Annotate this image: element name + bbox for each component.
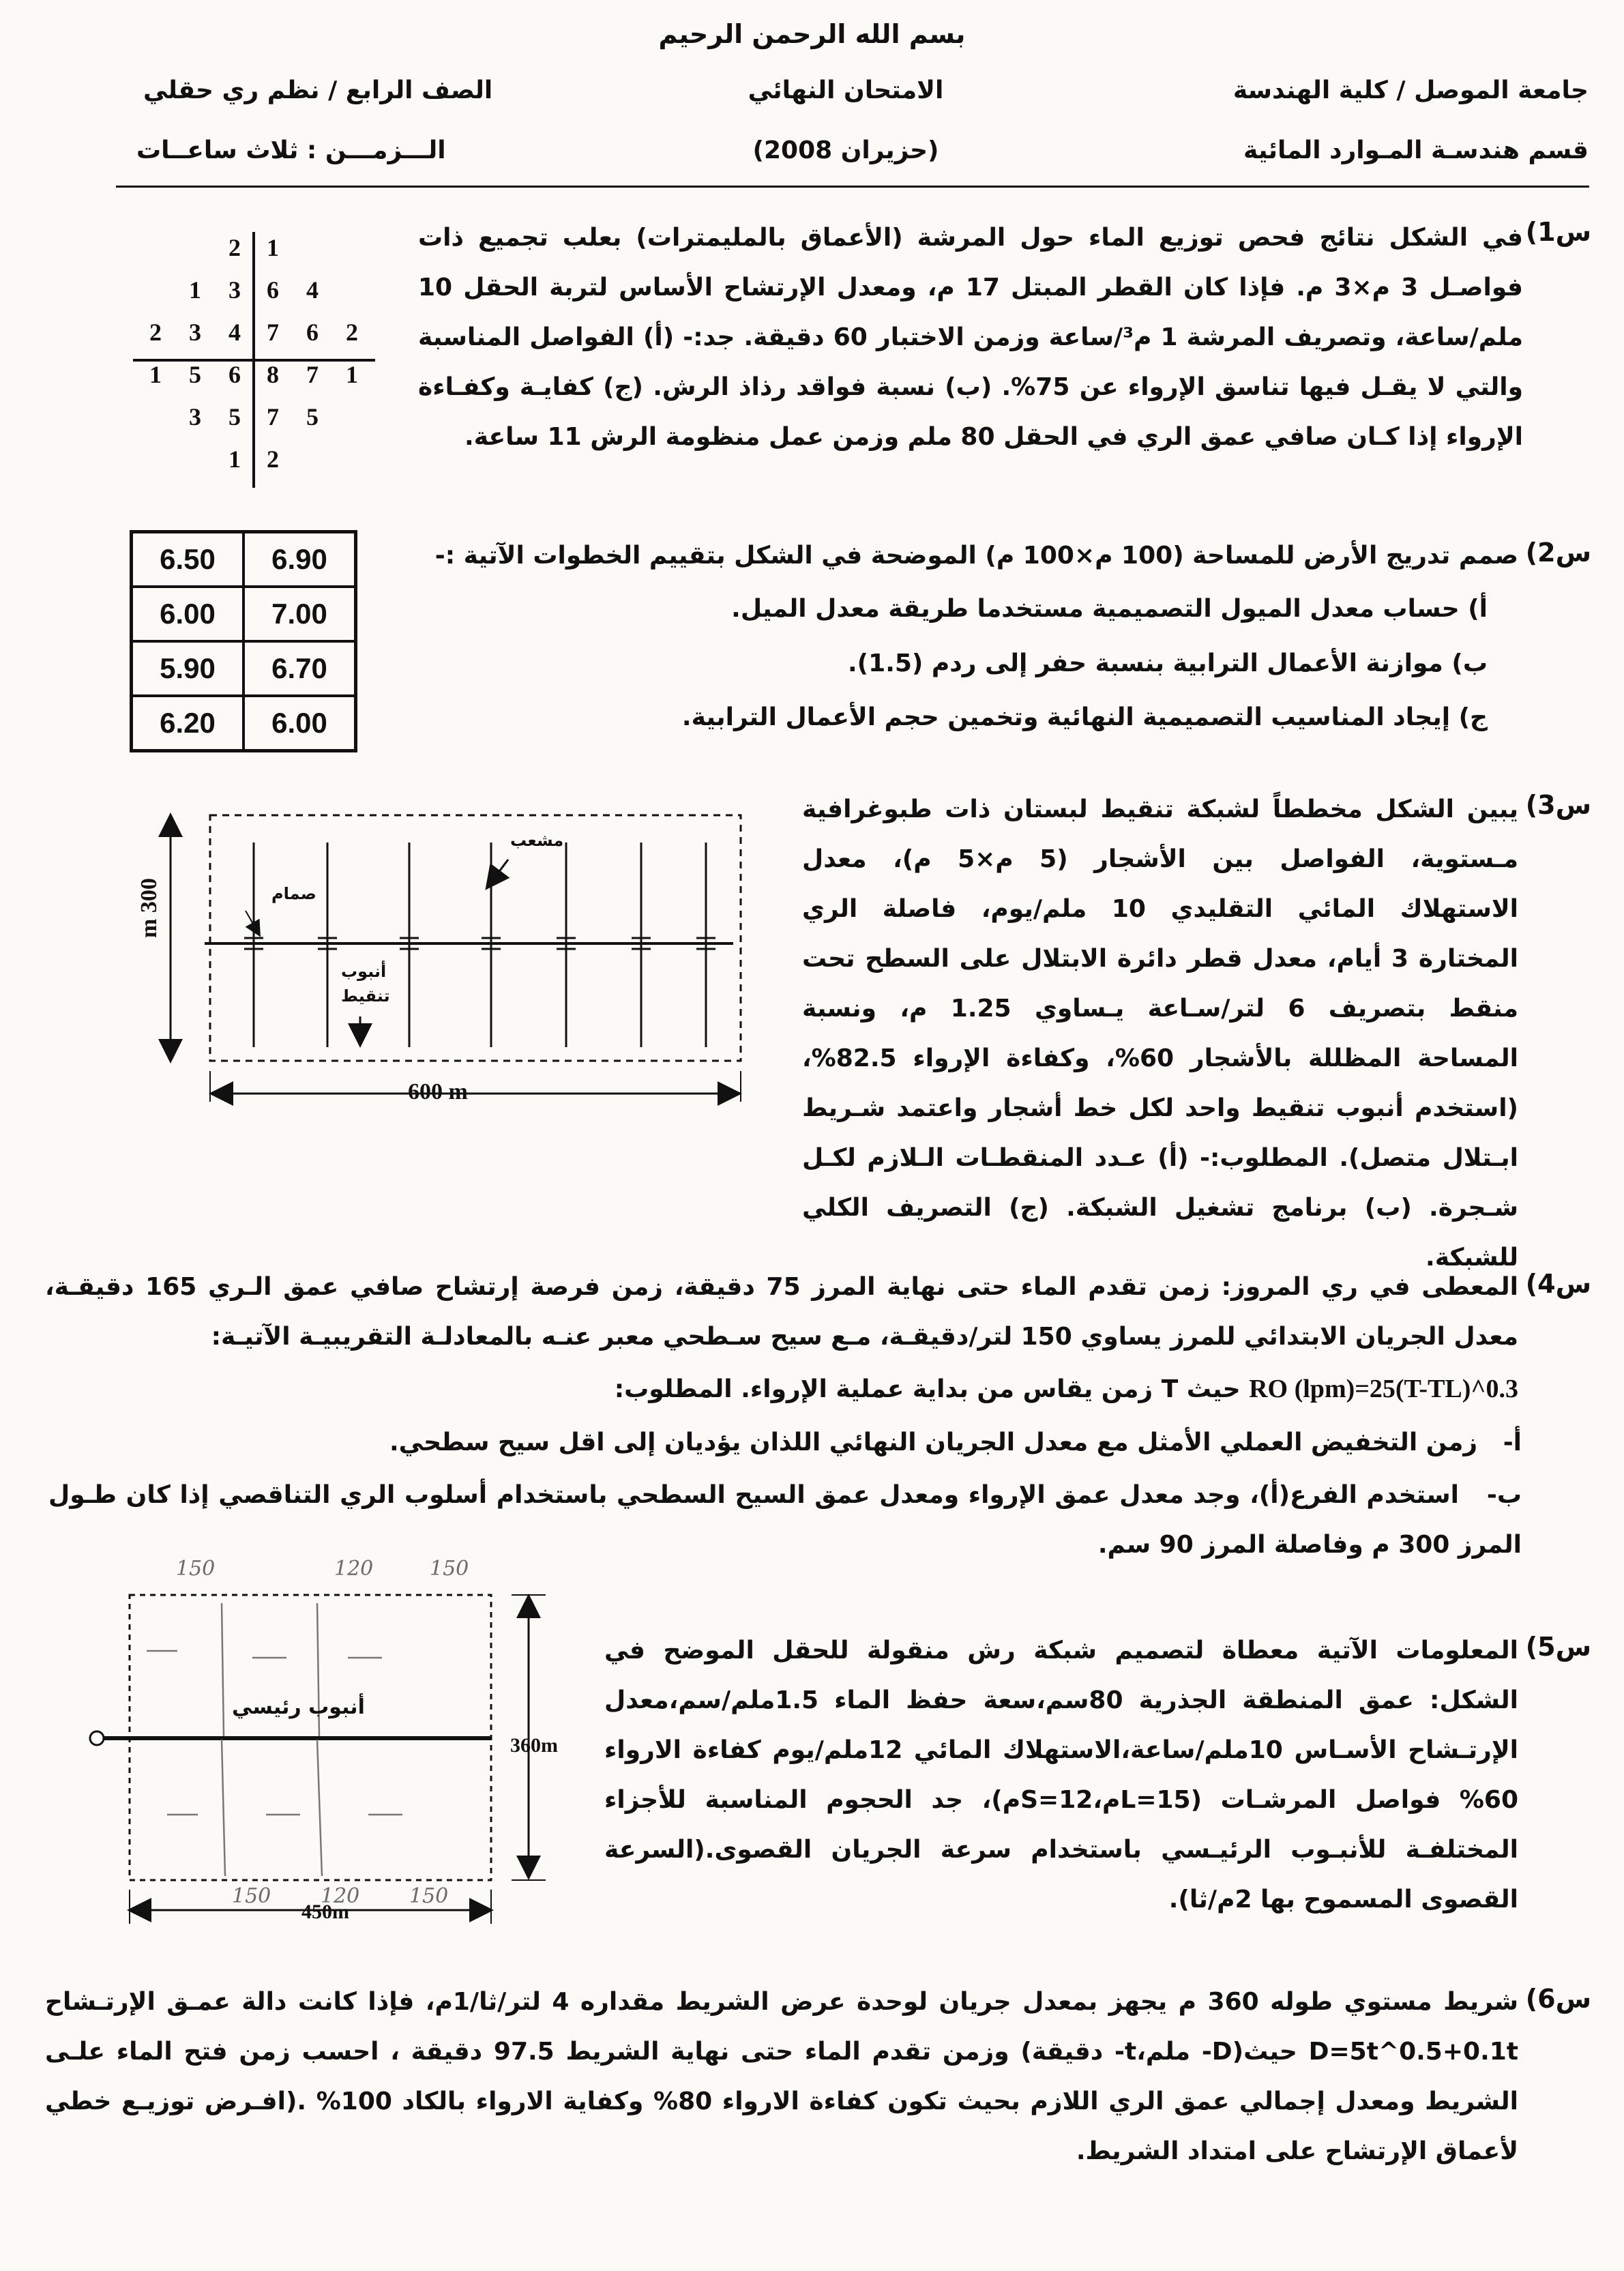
- grid-depth-value: 4: [228, 319, 241, 346]
- fig3-valve-label: صمام: [271, 884, 316, 903]
- q4-item-a-mark: أ-: [1503, 1428, 1522, 1456]
- grid-depth-value: 3: [189, 403, 201, 430]
- grid-depth-value: 7: [306, 361, 319, 388]
- grid-depth-value: 1: [189, 276, 201, 304]
- header-divider: [116, 186, 1589, 188]
- q1-label: س1): [1525, 217, 1591, 247]
- hand-note: 150: [176, 1557, 216, 1581]
- table-cell: 6.20: [132, 696, 244, 751]
- exam-date: (حزيران 2008): [752, 136, 939, 164]
- grid-depth-value: 7: [267, 319, 279, 346]
- hand-note: 120: [321, 1884, 360, 1908]
- q3-label: س3): [1525, 790, 1591, 820]
- elevation-grid-table: [130, 530, 357, 752]
- department-name: قسم هندسـة المـوارد المائية: [1243, 136, 1589, 164]
- fig5-width-label: 450m: [301, 1901, 349, 1923]
- q4-equation-rest: حيث T زمن يقاس من بداية عملية الإرواء. المطلوب:: [614, 1375, 1241, 1403]
- q1-text: في الشكل نتائج فحص توزيع الماء حول المرشة (الأعماق بالمليمترات) بعلب تجميع ذات فواصـل 3 م×3 م. فإذا كان القطر المبتل 17 م، ومعدل الإرتشاح الأساس لتربة الحقل 10 ملم/ساعة، وتصريف المرشة 1 م³/ساعة وزمن الاختبار 60 دقيقة. جد:- (أ) الفواصل المناسبة والتي لا يقـل فيها تناسق الإرواء عن 75%. (ب) نسبة فواقد رذاذ الرش. (ج) كفايـة وكفـاءة الإرواء إذا كـان صافي عمق الري في الحقل 80 ملم وزمن عمل منظومة الرش 11 ساعة.: [418, 224, 1524, 451]
- hand-note: 150: [430, 1557, 469, 1581]
- grid-depth-value: 1: [149, 361, 162, 388]
- q4-equation: RO (lpm)=25(T-TL)^0.3: [1249, 1375, 1518, 1403]
- grid-depth-value: 1: [346, 361, 358, 388]
- grid-depth-value: 7: [267, 403, 279, 430]
- q6-label: س6): [1525, 1984, 1591, 2014]
- grid-depth-value: 6: [228, 361, 241, 388]
- table-cell: 5.90: [132, 641, 244, 696]
- fig3-height-label: 300 m: [136, 878, 162, 938]
- grid-depth-value: 2: [346, 319, 358, 346]
- class-subject: الصف الرابع / نظم ري حقلي: [143, 76, 493, 104]
- grid-depth-value: 1: [228, 445, 241, 473]
- hand-note: 150: [232, 1884, 271, 1908]
- q3-text: يبين الشكل مخططاً لشبكة تنقيط لبستان ذات طبوغرافية مـستوية، الفواصل بين الأشجار (5 م×5 م)، معدل الاستهلاك المائي التقليدي 10 ملم/يوم، فاصلة الري المختارة 3 أيام، معدل قطر دائرة الابتلال على السطح تحت منقط بتصريف 6 لتر/سـاعة يـساوي 1.25 م، ونسبة المساحة المظللة بالأشجار 60%، وكفاءة الإرواء 82.5%، (استخدم أنبوب تنقيط واحد لكل خط أشجار واعتمد شـريط ابـتلال متصل). المطلوب:- (أ) عـدد المنقطـات الـلازم لكـل شـجرة. (ب) برنامج تشغيل الشبكة. (ج) التصريف الكلي للشبكة.: [802, 795, 1518, 1272]
- valve-pointer: [246, 911, 259, 935]
- grid-depth-value: 6: [267, 276, 279, 304]
- q5-label: س5): [1525, 1632, 1591, 1662]
- table-cell: 6.50: [132, 532, 244, 587]
- exam-title: الامتحان النهائي: [748, 76, 944, 104]
- grid-depth-value: 2: [149, 319, 162, 346]
- table-cell: 7.00: [243, 587, 356, 641]
- q4-item-b-text: استخدم الفرع(أ)، وجد معدل عمق الإرواء ومعدل عمق السيح السطحي باستخدام أسلوب الري التناقصي إذا كان طـول المرز 300 م وفاصلة المرز 90 سم.: [48, 1481, 1522, 1559]
- basmala: بسم الله الرحمن الرحيم: [658, 19, 966, 49]
- pump-inlet: [90, 1731, 104, 1745]
- q4-label: س4): [1525, 1269, 1591, 1299]
- grid-depth-value: 5: [306, 403, 319, 430]
- q6-text: شريط مستوي طوله 360 م يجهز بمعدل جريان لوحدة عرض الشريط مقداره 4 لتر/ثا/1م، فإذا كانت دالة عمـق الإرتـشاح D=5t^0.5+0.1t حيث(D- ملم،t- دقيقة) وزمن تقدم الماء حتى نهاية الشريط 97.5 دقيقة ، احسب زمن فتح الماء علـى الشريط ومعدل إجمالي عمق الري اللازم بحيث تكون كفاءة الارواء 80% وكفاية الارواء بالكاد 100% .(افـرض توزيـع خطي لأعماق الإرتشاح على امتداد الشريط.: [45, 1988, 1519, 2165]
- table-cell: 6.90: [243, 532, 356, 587]
- table-row: [132, 641, 356, 696]
- q2-label: س2): [1525, 538, 1591, 568]
- grid-depth-value: 6: [306, 319, 319, 346]
- table-row: [132, 696, 356, 751]
- fig5-height-label: 360m: [510, 1734, 558, 1757]
- grid-depth-value: 3: [228, 276, 241, 304]
- fig3-lateral-label: مشعب: [510, 831, 564, 850]
- table-row: [132, 587, 356, 641]
- q4-item-a: [389, 1418, 1522, 1467]
- table-row: [132, 532, 356, 587]
- grid-depth-value: 1: [267, 234, 279, 261]
- field-boundary: [210, 815, 741, 1061]
- grid-depth-value: 4: [306, 276, 319, 304]
- grid-depth-value: 3: [189, 319, 201, 346]
- q4-item-b-mark: ب-: [1486, 1481, 1522, 1509]
- table-cell: 6.00: [243, 696, 356, 751]
- q2-item-a: أ) حساب معدل الميول التصميمية مستخدما طريقة معدل الميل.: [731, 595, 1488, 623]
- fig3-drip-label-1: أنبوب: [341, 962, 387, 981]
- q4-equation-line: [615, 1364, 1518, 1414]
- fig3-drip-label-2: تنقيط: [341, 986, 390, 1006]
- exam-duration: الـــزمـــن : ثلاث ساعــات: [136, 136, 446, 164]
- q5-text: المعلومات الآتية معطاة لتصميم شبكة رش منقولة للحقل الموضح في الشكل: عمق المنطقة الجذرية 80سم،سعة حفظ الماء 1.5ملم/سم،معدل الإرتـشاح الأسـاس 10ملم/ساعة،الاستهلاك المائي 12ملم/يوم كفاءة الارواء 60% فواصل المرشـات (L=15م،S=12م)، جد الحجوم المناسبة للأجزاء المختلفـة للأنبـوب الرئيـسي باستخدام سرعة الجريان القصوى.(السرعة القصوى المسموح بها 2م/ثا).: [604, 1637, 1519, 1914]
- grid-depth-value: 5: [189, 361, 201, 388]
- grid-depth-value: 2: [267, 445, 279, 473]
- grid-depth-value: 2: [228, 234, 241, 261]
- university-name: جامعة الموصل / كلية الهندسة: [1232, 76, 1589, 104]
- fig5-main-pipe-label: أنبوب رئيسي: [232, 1695, 365, 1719]
- fig3-width-label: 600 m: [408, 1079, 468, 1104]
- q4-item-a-text: زمن التخفيض العملي الأمثل مع معدل الجريان النهائي اللذان يؤديان إلى اقل سيح سطحي.: [389, 1428, 1478, 1456]
- hand-note: 150: [409, 1884, 449, 1908]
- hand-note: 120: [334, 1557, 374, 1581]
- q4-text: المعطى في ري المروز: زمن تقدم الماء حتى نهاية المرز 75 دقيقة، زمن فرصة إرتشاح صافي عمق الـري 165 دقيقـة، معدل الجريان الابتدائي للمرز يساوي 150 لتر/دقيقـة، مـع سيح سـطحي معبر عنـه بالمعادلـة التقريبيـة الآتيـة:: [45, 1273, 1519, 1351]
- table-cell: 6.70: [243, 641, 356, 696]
- grid-depth-value: 5: [228, 403, 241, 430]
- table-cell: 6.00: [132, 587, 244, 641]
- q2-item-c: ج) إيجاد المناسيب التصميمية النهائية وتخمين حجم الأعمال الترابية.: [681, 703, 1488, 731]
- q2-item-b: ب) موازنة الأعمال الترابية بنسبة حفر إلى ردم (1.5).: [848, 649, 1488, 677]
- grid-depth-value: 8: [267, 361, 279, 388]
- q2-intro: صمم تدريج الأرض للمساحة (100 م×100 م) الموضحة في الشكل بتقييم الخطوات الآتية :-: [434, 542, 1518, 570]
